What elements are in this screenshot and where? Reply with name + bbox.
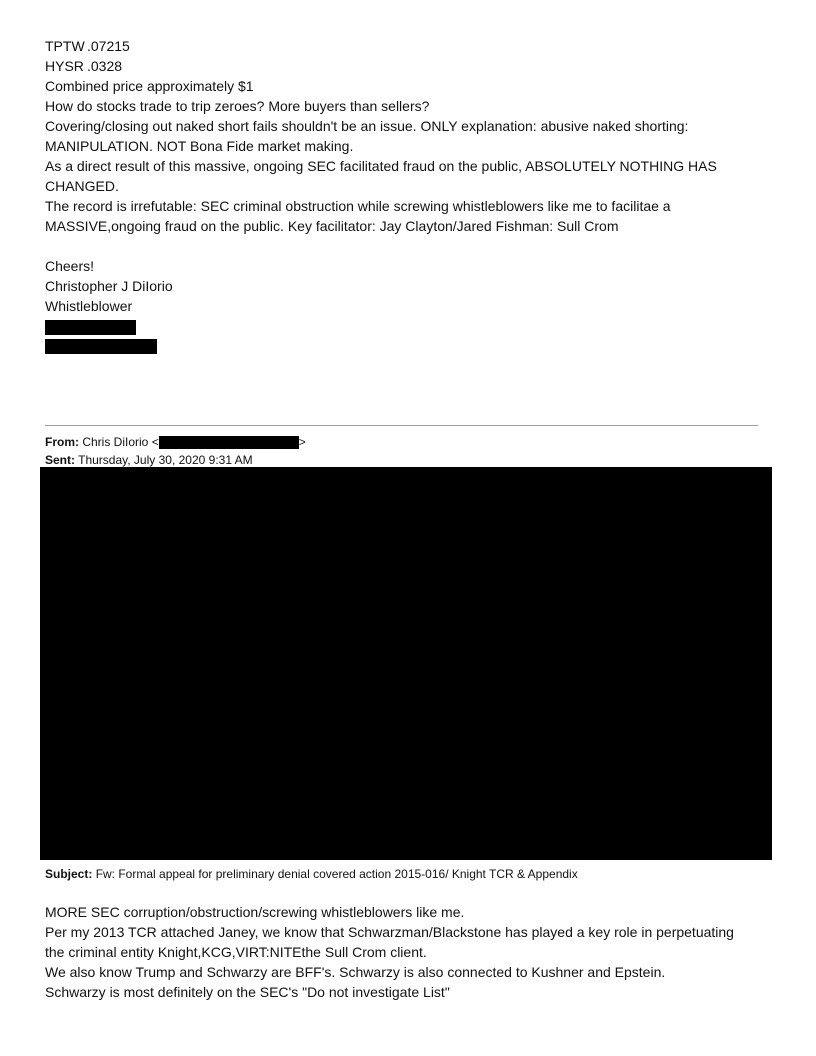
- body-text-line: The record is irrefutable: SEC criminal obstruction while screwing whistleblowers like me to facilitae a: [45, 198, 671, 214]
- ticker-price: .07215: [87, 38, 130, 54]
- body-text-line: CHANGED.: [45, 178, 119, 194]
- body-text-line: MANIPULATION. NOT Bona Fide market making.: [45, 138, 354, 154]
- sent-label: Sent:: [45, 453, 75, 467]
- body-text-line: MORE SEC corruption/obstruction/screwing whistleblowers like me.: [45, 904, 465, 920]
- redaction-box: [45, 339, 157, 354]
- body-text-line: How do stocks trade to trip zeroes? More buyers than sellers?: [45, 98, 430, 114]
- divider: [45, 425, 758, 426]
- subject-value: Fw: Formal appeal for preliminary denial covered action 2015-016/ Knight TCR & Appendix: [95, 867, 578, 881]
- subject-line: [45, 866, 578, 882]
- subject-label: Subject:: [45, 867, 93, 881]
- ticker-line-hysr: [45, 56, 122, 76]
- from-line: [45, 434, 306, 450]
- from-close: >: [298, 435, 306, 449]
- signature-greeting: Cheers!: [45, 258, 95, 274]
- body-text-line: We also know Trump and Schwarzy are BFF's. Schwarzy is also connected to Kushner and Epstein.: [45, 964, 666, 980]
- body-text-line: Schwarzy is most definitely on the SEC's "Do not investigate List": [45, 984, 450, 1000]
- body-text-line: Covering/closing out naked short fails shouldn't be an issue. ONLY explanation: abusive naked shorting:: [45, 118, 689, 134]
- redaction-block: [40, 467, 772, 860]
- from-label: From:: [45, 435, 79, 449]
- body-text-line: As a direct result of this massive, ongoing SEC facilitated fraud on the public, ABSOLUTELY NOTHING HAS: [45, 158, 717, 174]
- ticker-symbol: TPTW: [45, 38, 85, 54]
- ticker-line-tptw: [45, 36, 130, 56]
- signature-name: Christopher J DiIorio: [45, 278, 173, 294]
- ticker-price: .0328: [87, 58, 123, 74]
- ticker-symbol: HYSR: [45, 58, 84, 74]
- signature-title: Whistleblower: [45, 298, 133, 314]
- redaction-box: [159, 436, 299, 449]
- from-value: Chris DiIorio <: [82, 435, 159, 449]
- redaction-box: [45, 320, 136, 335]
- sent-line: [45, 452, 253, 468]
- body-text-line: Combined price approximately $1: [45, 78, 254, 94]
- body-text-line: MASSIVE,ongoing fraud on the public. Key facilitator: Jay Clayton/Jared Fishman: Sull Crom: [45, 218, 619, 234]
- body-text-line: the criminal entity Knight,KCG,VIRT:NITEthe Sull Crom client.: [45, 944, 427, 960]
- body-text-line: Per my 2013 TCR attached Janey, we know that Schwarzman/Blackstone has played a key role in perpetuating: [45, 924, 734, 940]
- sent-value: Thursday, July 30, 2020 9:31 AM: [78, 453, 253, 467]
